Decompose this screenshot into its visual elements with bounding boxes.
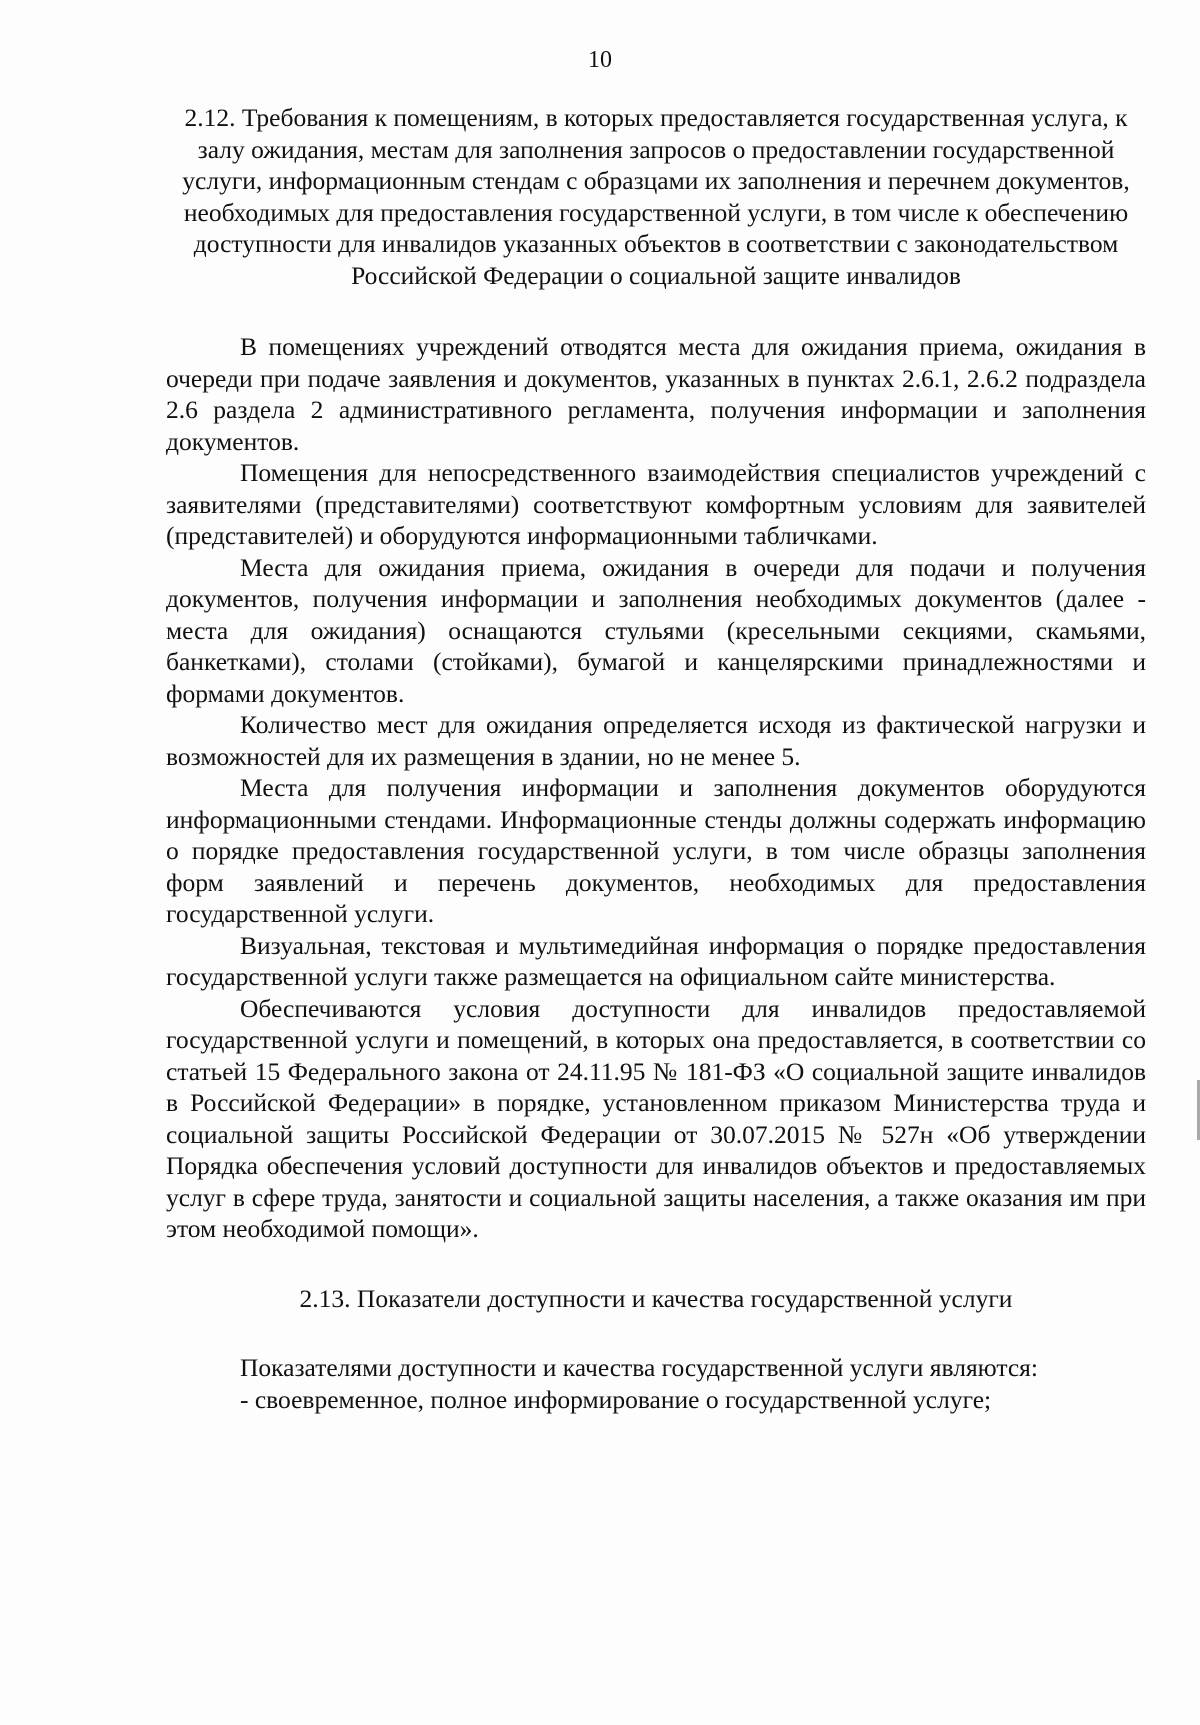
page-number: 10 (588, 47, 612, 73)
document-body (166, 102, 1146, 1415)
section-2-12-title: 2.12. Требования к помещениям, в которых предоставляется государственная услуга, к залу ожидания, местам для заполнения запросов о предоставлении государственной услуги, информационным стендам с образцами их заполнения и перечнем документов, необходимых для предоставления государственной услуги, в том числе к обеспечению доступности для инвалидов указанных объектов в соответствии с законодательством Российской Федерации о социальной защите инвалидов (182, 103, 1130, 290)
spacer (166, 291, 1146, 331)
paragraph: Обеспечиваются условия доступности для инвалидов предоставляемой государственной услуги и помещений, в которых она предоставляется, в соответствии со статьей 15 Федерального закона от 24.11.95 № 181-ФЗ «О социальной защите инвалидов в Российской Федерации» в порядке, установленном приказом Министерства труда и социальной защиты Российской Федерации от 30.07.2015 № 527н «Об утверждении Порядка обеспечения условий доступности для инвалидов объектов и предоставляемых услуг в сфере труда, занятости и социальной защиты населения, а также оказания им при этом необходимой помощи». (166, 993, 1146, 1243)
paragraph: В помещениях учреждений отводятся места для ожидания приема, ожидания в очереди при подаче заявления и документов, указанных в пунктах 2.6.1, 2.6.2 подраздела 2.6 раздела 2 административного регламента, получения информации и заполнения документов. (166, 332, 1146, 456)
paragraph: Визуальная, текстовая и мультимедийная информация о порядке предоставления государственной услуги также размещается на официальном сайте министерства. (166, 930, 1146, 991)
spacer (166, 1245, 1146, 1283)
spacer (166, 1314, 1146, 1352)
list-intro: Показателями доступности и качества государственной услуги являются: (240, 1353, 1038, 1382)
paragraph: Количество мест для ожидания определяется исходя из фактической нагрузки и возможностей для их размещения в здании, но не менее 5. (166, 710, 1146, 771)
paragraph: Места для ожидания приема, ожидания в очереди для подачи и получения документов, получения информации и заполнения необходимых документов (далее - места для ожидания) оснащаются стульями (кресельными секциями, скамьями, банкетками), столами (стойками), бумагой и канцелярскими принадлежностями и формами документов. (166, 552, 1146, 708)
section-2-13-title: 2.13. Показатели доступности и качества государственной услуги (299, 1283, 1013, 1313)
paragraph: Помещения для непосредственного взаимодействия специалистов учреждений с заявителями (представителями) соответствуют комфортным условиям для заявителей (представителей) и оборудуются информационными табличками. (166, 458, 1146, 550)
list-item: - своевременное, полное информирование о государственной услуге; (240, 1384, 992, 1414)
paragraph: Места для получения информации и заполнения документов оборудуются информационными стендами. Информационные стенды должны содержать информацию о порядке предоставления государственной услуги, в том числе образцы заполнения форм заявлений и перечень документов, необходимых для предоставления государственной услуги. (166, 773, 1146, 928)
